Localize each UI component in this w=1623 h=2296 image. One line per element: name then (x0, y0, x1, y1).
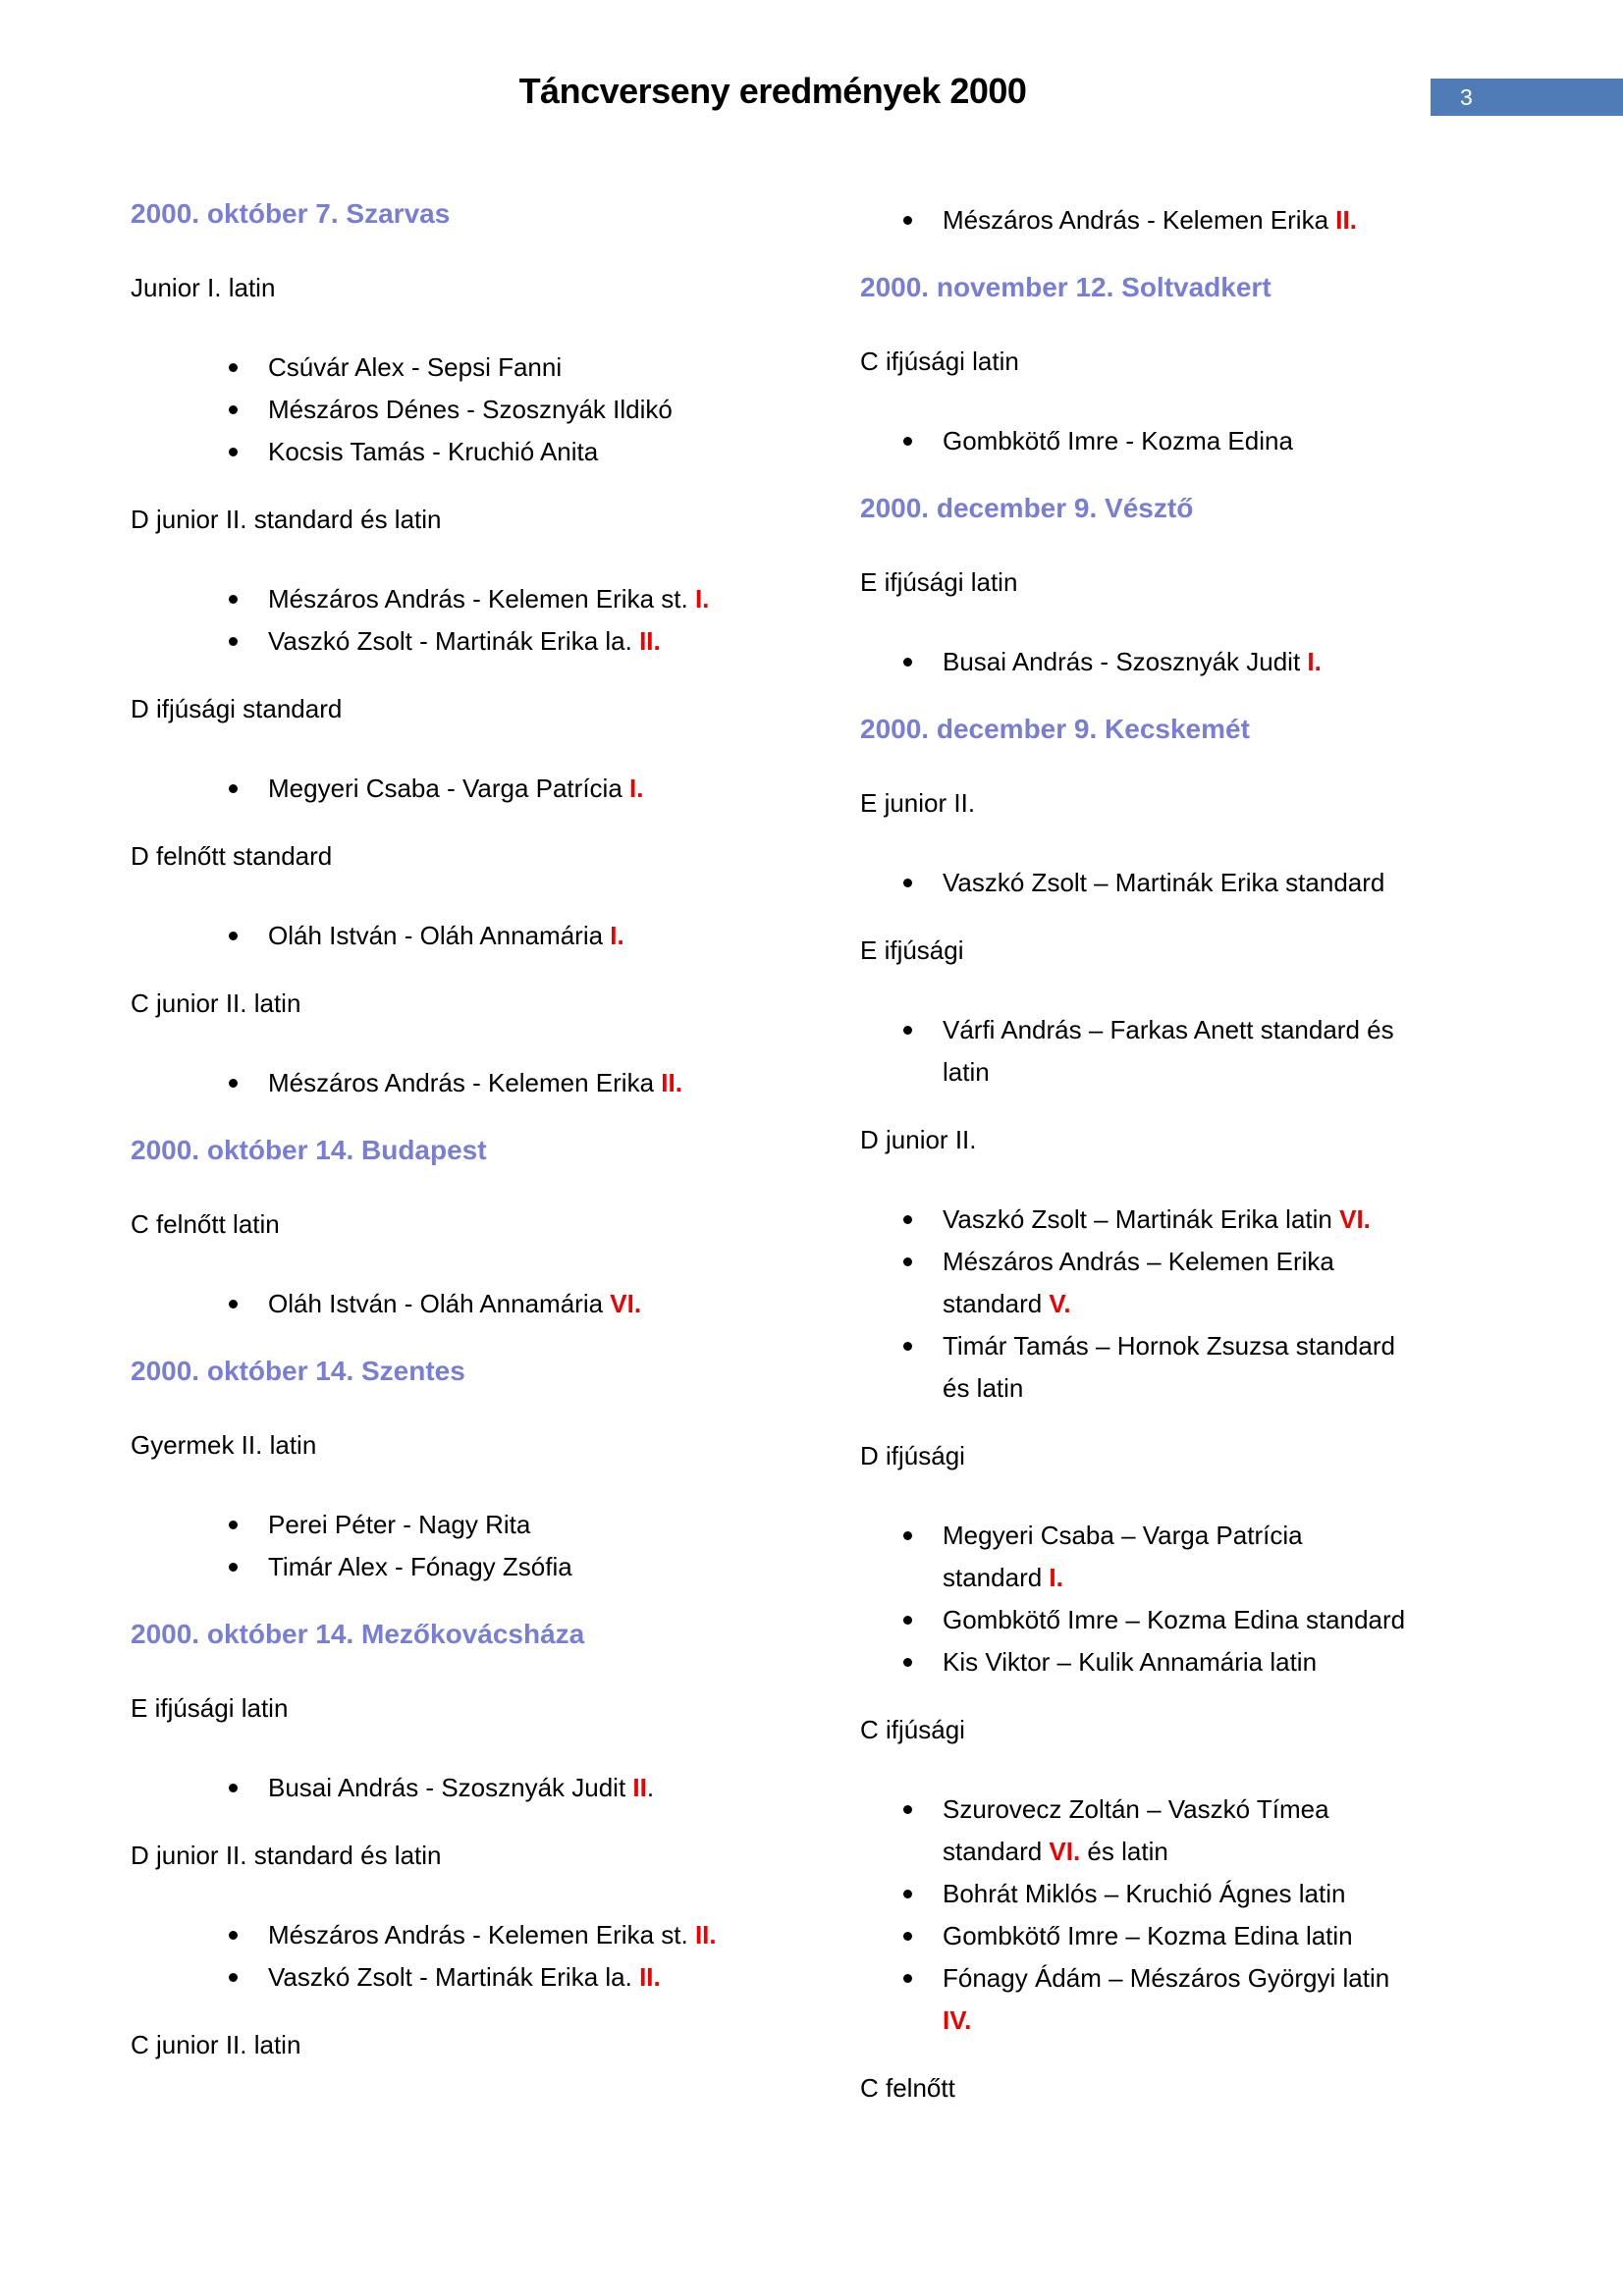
event-heading: 2000. december 9. Kecskemét (860, 714, 1250, 744)
result-list (131, 1283, 739, 1325)
result-list (860, 1789, 1469, 2042)
result-list (131, 1062, 739, 1104)
couple-names: Gombkötő Imre – Kozma Edina latin (943, 1921, 1353, 1950)
result-list (860, 1009, 1469, 1094)
couple-result-item (943, 199, 1406, 241)
placement-result: I. (629, 774, 644, 803)
couple-result-item (268, 1767, 739, 1809)
couple-names: Kocsis Tamás - Kruchió Anita (268, 437, 599, 466)
bullet-icon (903, 1215, 912, 1224)
couple-result-item (943, 641, 1406, 683)
placement-result: IV. (943, 2005, 972, 2035)
bullet-icon (903, 1531, 912, 1540)
result-list (860, 199, 1469, 241)
couple-result-item (943, 420, 1406, 462)
event-heading: 2000. október 14. Budapest (131, 1135, 487, 1165)
couple-names: Perei Péter - Nagy Rita (268, 1510, 531, 1539)
left-column (131, 199, 739, 2147)
result-list (131, 1767, 739, 1809)
couple-names: Busai András - Szosznyák Judit (268, 1773, 633, 1802)
bullet-icon (229, 1973, 238, 1982)
placement-result: II. (639, 1962, 661, 1992)
placement-result: VI. (1049, 1837, 1081, 1866)
page-title: Táncverseny eredmények 2000 (518, 71, 1027, 111)
bullet-icon (903, 879, 912, 887)
bullet-icon (229, 448, 238, 456)
couple-result-item (268, 1504, 739, 1546)
category-label: D junior II. standard és latin (131, 505, 442, 534)
category-label: E ifjúsági latin (860, 567, 1018, 597)
bullet-icon (229, 1079, 238, 1088)
category-label: C ifjúsági (860, 1715, 965, 1744)
right-column (860, 199, 1469, 2147)
couple-names: Mészáros András - Kelemen Erika (268, 1068, 662, 1097)
bullet-icon (903, 1932, 912, 1941)
page-number-badge (1431, 79, 1623, 116)
category-label: C junior II. latin (131, 2030, 301, 2059)
couple-names: Várfi András – Farkas Anett standard és latin (943, 1015, 1394, 1087)
category-label: D junior II. (860, 1125, 977, 1154)
event-heading: 2000. november 12. Soltvadkert (860, 272, 1271, 302)
couple-names: Szurovecz Zoltán – Vaszkó Tímea standard (943, 1794, 1329, 1866)
bullet-icon (229, 1784, 238, 1792)
bullet-icon (903, 1890, 912, 1898)
couple-names: Mészáros András - Kelemen Erika st. (268, 1920, 695, 1949)
placement-result: V. (1049, 1289, 1071, 1318)
couple-result-item (268, 1546, 739, 1588)
category-label: C junior II. latin (131, 988, 301, 1018)
couple-names: Mészáros András – Kelemen Erika standard (943, 1247, 1334, 1318)
bullet-icon (229, 784, 238, 793)
result-list (860, 1199, 1469, 1410)
result-list (860, 420, 1469, 462)
couple-result-item (268, 431, 739, 473)
bullet-icon (229, 637, 238, 646)
category-label: D ifjúsági (860, 1441, 965, 1470)
couple-result-item (943, 1325, 1406, 1410)
event-heading: 2000. október 14. Mezőkovácsháza (131, 1619, 585, 1649)
couple-names: Kis Viktor – Kulik Annamária latin (943, 1647, 1318, 1677)
placement-result: II. (1335, 205, 1357, 235)
bullet-icon (903, 658, 912, 667)
couple-result-item (268, 1283, 739, 1325)
bullet-icon (903, 1974, 912, 1983)
couple-names: Timár Alex - Fónagy Zsófia (268, 1552, 572, 1581)
placement-result: I. (610, 921, 624, 950)
bullet-icon (229, 405, 238, 414)
placement-result: II. (661, 1068, 682, 1097)
couple-names: Csúvár Alex - Sepsi Fanni (268, 352, 563, 382)
category-label: D junior II. standard és latin (131, 1841, 442, 1870)
couple-result-item (943, 1957, 1406, 2042)
couple-result-item (943, 1241, 1406, 1325)
couple-result-item (943, 1915, 1406, 1957)
couple-names: Vaszkó Zsolt – Martinák Erika standard (943, 868, 1385, 897)
category-label: D felnőtt standard (131, 841, 333, 871)
couple-names: Gombkötő Imre – Kozma Edina standard (943, 1605, 1406, 1634)
placement-result: II. (694, 1920, 717, 1949)
category-label: Gyermek II. latin (131, 1430, 317, 1460)
couple-result-item (943, 1599, 1406, 1641)
result-list (131, 347, 739, 473)
couple-result-item (943, 1199, 1406, 1241)
bullet-icon (229, 1300, 238, 1308)
results-content (0, 199, 1623, 2147)
page-number: 3 (1460, 84, 1473, 110)
couple-result-item (943, 1873, 1406, 1915)
bullet-icon (229, 1521, 238, 1529)
result-list (131, 578, 739, 663)
bullet-icon (903, 1342, 912, 1351)
couple-result-item (943, 1009, 1406, 1094)
bullet-icon (903, 1026, 912, 1035)
couple-names: és latin (1080, 1837, 1168, 1866)
result-list (131, 1504, 739, 1588)
bullet-icon (229, 932, 238, 940)
placement-result: I. (1307, 647, 1322, 676)
couple-names: . (646, 1773, 655, 1802)
event-heading: 2000. október 14. Szentes (131, 1356, 465, 1386)
bullet-icon (903, 1805, 912, 1814)
category-label: E ifjúsági (860, 935, 964, 965)
couple-names: Megyeri Csaba – Varga Patrícia standard (943, 1521, 1303, 1592)
couple-result-item (268, 578, 739, 620)
result-list (860, 641, 1469, 683)
bullet-icon (229, 1563, 238, 1572)
couple-names: Bohrát Miklós – Kruchió Ágnes latin (943, 1879, 1346, 1908)
event-heading: 2000. október 7. Szarvas (131, 198, 451, 229)
placement-result: I. (694, 584, 710, 614)
event-heading: 2000. december 9. Vésztő (860, 493, 1194, 523)
result-list (131, 1914, 739, 1999)
couple-names: Oláh István - Oláh Annamária (268, 921, 611, 950)
category-label: Junior I. latin (131, 273, 276, 302)
result-list (860, 1515, 1469, 1683)
couple-names: Vaszkó Zsolt - Martinák Erika la. (268, 626, 640, 656)
couple-names: Timár Tamás – Hornok Zsuzsa standard és latin (943, 1331, 1395, 1403)
couple-names: Vaszkó Zsolt - Martinák Erika la. (268, 1962, 640, 1992)
couple-result-item (268, 915, 739, 957)
couple-result-item (268, 1914, 739, 1956)
bullet-icon (903, 1257, 912, 1266)
couple-result-item (943, 862, 1406, 904)
couple-names: Busai András - Szosznyák Judit (943, 647, 1308, 676)
page-header (0, 0, 1623, 123)
bullet-icon (229, 1931, 238, 1940)
placement-result: VI. (610, 1289, 642, 1318)
result-list (131, 768, 739, 810)
placement-result: II. (639, 626, 661, 656)
bullet-icon (903, 1616, 912, 1625)
couple-result-item (268, 620, 739, 663)
category-label: E ifjúsági latin (131, 1693, 289, 1723)
couple-result-item (268, 1956, 739, 1999)
result-list (131, 915, 739, 957)
category-label: C ifjúsági latin (860, 347, 1019, 376)
couple-names: Mészáros Dénes - Szosznyák Ildikó (268, 395, 673, 424)
placement-result: VI. (1339, 1204, 1371, 1234)
couple-names: Oláh István - Oláh Annamária (268, 1289, 611, 1318)
couple-result-item (268, 768, 739, 810)
bullet-icon (903, 1658, 912, 1667)
couple-result-item (943, 1515, 1406, 1599)
couple-result-item (268, 347, 739, 389)
couple-result-item (268, 1062, 739, 1104)
couple-result-item (943, 1789, 1406, 1873)
couple-names: Mészáros András - Kelemen Erika (943, 205, 1336, 235)
category-label: E junior II. (860, 788, 976, 818)
couple-names: Fónagy Ádám – Mészáros Györgyi latin (943, 1963, 1390, 1993)
bullet-icon (229, 595, 238, 604)
placement-result: II (632, 1773, 647, 1802)
bullet-icon (903, 216, 912, 225)
category-label: C felnőtt (860, 2073, 955, 2103)
couple-result-item (943, 1641, 1406, 1683)
category-label: D ifjúsági standard (131, 694, 343, 723)
placement-result: I. (1049, 1563, 1063, 1592)
couple-result-item (268, 389, 739, 431)
result-list (860, 862, 1469, 904)
bullet-icon (229, 363, 238, 372)
couple-names: Megyeri Csaba - Varga Patrícia (268, 774, 629, 803)
couple-names: Gombkötő Imre - Kozma Edina (943, 426, 1293, 455)
category-label: C felnőtt latin (131, 1209, 280, 1239)
couple-names: Vaszkó Zsolt – Martinák Erika latin (943, 1204, 1340, 1234)
bullet-icon (903, 437, 912, 446)
couple-names: Mészáros András - Kelemen Erika st. (268, 584, 695, 614)
